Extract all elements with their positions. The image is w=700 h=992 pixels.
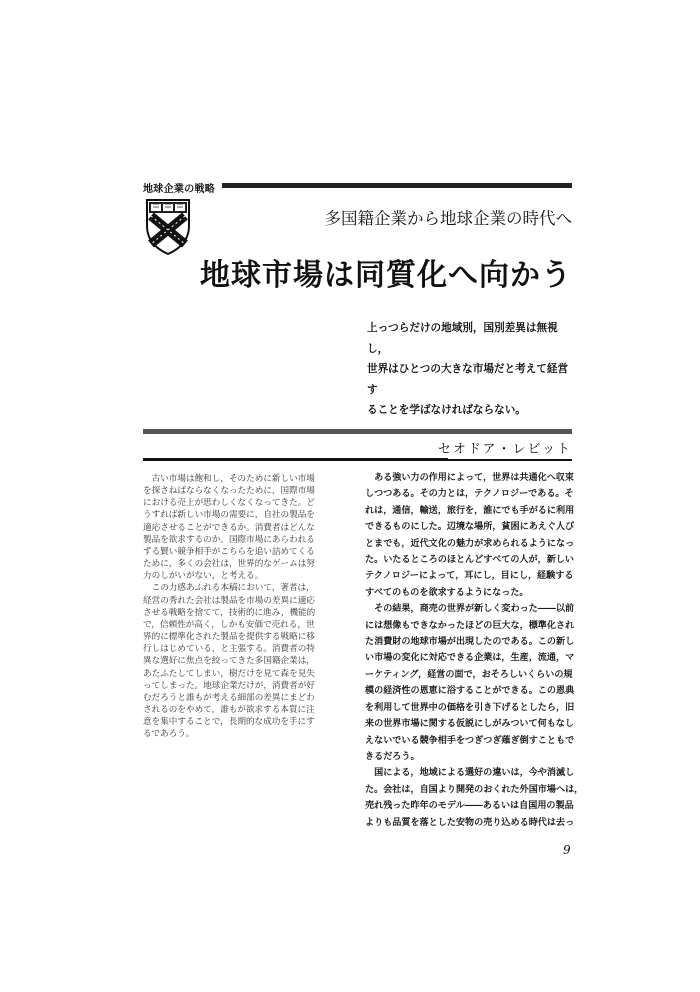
body-column [365, 470, 584, 831]
text-line: れは，通信，輸送，旅行を，誰にでも手がるに利用 [365, 504, 575, 516]
text-line: 経営の秀れた会社は製品を市場の差異に適応 [143, 595, 315, 606]
text-line: を探さねばならなくなったために，国際市場 [143, 486, 315, 497]
text-line: この力感あふれる本稿において，著者は， [151, 583, 315, 594]
text-line: うすれば新しい市場の需要に，自社の製品を [143, 510, 315, 521]
lead-line: 世界はひとつの大きな市場だと考えて経営す [367, 363, 569, 396]
text-line: 意を集中することで，長期的な成功を手にす [143, 717, 315, 728]
text-line: よりも品質を落とした安物の売り込める時代は去っ [365, 816, 575, 828]
text-line: 異な選好に焦点を絞ってきた多国籍企業は， [143, 656, 315, 667]
text-line: 模の経済性の恩恵に浴することができる。この恩典 [365, 685, 575, 697]
text-line: 来の世界市場に関する仮説にしがみついて何もなし [365, 718, 574, 730]
text-line: ってしまった。地球企業だけが，消費者が好 [143, 680, 315, 691]
text-line: 適応させることができるか。消費者はどんな [143, 522, 315, 533]
text-line: させる戦略を捨てて，技術的に進み，機能的 [143, 607, 316, 618]
text-line: その結果，商売の世界が新しく変わった――以前 [374, 603, 575, 615]
text-line: テクノロジーによって，耳にし，目にし，経験する [365, 570, 574, 582]
text-line: えないでいる競争相手をつぎつぎ薙ぎ倒すこともで [365, 734, 575, 746]
subtitle: 多国籍企業から地球企業の時代へ [324, 209, 572, 228]
text-line: むだろうと誰もが考える細部の差異にまどわ [143, 692, 315, 703]
text-line: 売れ残った昨年のモデル――あるいは自国用の製品 [365, 800, 574, 812]
text-line: た。いたるところのほとんどすべての人が，新しい [365, 554, 574, 566]
text-line: ーケティング，経営の面で，おそろしいくらいの規 [365, 668, 573, 680]
section-label: 地球企業の戦略 [143, 184, 216, 195]
text-line: た消費財の地球市場が出現したのである。この新し [365, 636, 575, 648]
text-line: ために，多くの会社は，世界的なゲームは努 [143, 559, 315, 570]
text-line: を利用して世界中の価格を引き下げるとしたら，旧 [365, 701, 575, 713]
text-line: 国による，地域による選好の違いは，今や消滅し [374, 767, 575, 779]
paragraph [365, 601, 575, 765]
divider-bar [143, 429, 572, 434]
divider-rule-thin [448, 459, 572, 461]
divider-rule-thick [143, 458, 448, 461]
paragraph [365, 765, 584, 831]
paragraph [365, 470, 575, 601]
page-title: 地球市場は同質化へ向かう [200, 258, 572, 293]
text-line: とまでも，近代文化の魅力が求められるようになっ [365, 537, 575, 549]
text-line: すべてのものを欲求するようになった。 [365, 586, 529, 598]
text-line: できるものにした。辺境な場所，貧困にあえぐ人び [365, 521, 575, 533]
text-line: あたふたしてしまい，樹だけを見て森を見失 [143, 668, 315, 679]
author-name: セオドア・レビット [437, 442, 572, 457]
paragraph [143, 473, 315, 582]
lead-line: 上っつらだけの地域別，国別差異は無視し， [367, 322, 558, 355]
text-line: には想像もできなかったほどの巨大な，標準化され [365, 619, 575, 631]
header-bar [222, 183, 572, 188]
summary-column [143, 473, 316, 740]
text-line: い市場の変化に対応できる企業は，生産，流通，マ [365, 652, 575, 664]
text-line: た。会社は，自国より開発のおくれた外国市場へは， [365, 783, 584, 795]
paragraph [143, 582, 316, 740]
lead-text [367, 318, 577, 421]
text-line: における売上が思わしくなくなってきた。ど [143, 498, 315, 509]
text-line: 行しはじめている，と主張する。消費者の特 [143, 644, 315, 655]
page-number: 9 [563, 843, 571, 857]
lead-line: ることを学ばなければならない。 [367, 404, 526, 416]
text-line: るであろう。 [143, 729, 195, 740]
text-line: しつつある。その力とは，テクノロジーである。そ [365, 488, 574, 500]
text-line: きるだろう。 [365, 750, 420, 762]
text-line: 製品を欲求するのか。国際市場にあらわれる [143, 534, 315, 545]
text-line: で，信頼性が高く，しかも安価で売れる，世 [143, 619, 315, 630]
text-line: 力のしがいがない，と考える。 [143, 571, 264, 582]
text-line: 古い市場は飽和し，そのために新しい市場 [151, 474, 315, 484]
text-line: ある強い力の作用によって，世界は共通化へ収束 [374, 472, 574, 483]
text-line: ずる賢い競争相手がこちらを追い詰めてくる [143, 546, 315, 557]
text-line: 界的に標準化された製品を提供する戦略に移 [143, 632, 315, 643]
text-line: されるのをやめて，誰もが欲求する本質に注 [143, 704, 315, 715]
shield-logo-icon [145, 198, 191, 256]
